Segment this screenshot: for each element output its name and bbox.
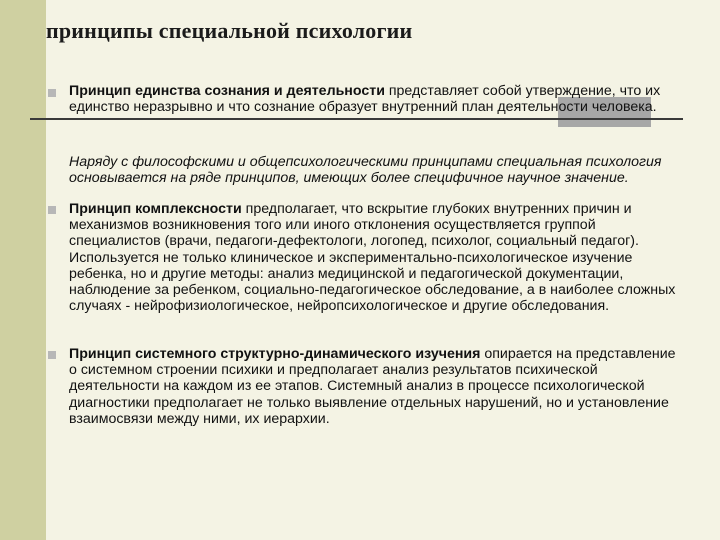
bullet-marker-1 <box>48 89 56 97</box>
bullet-marker-2 <box>48 206 56 214</box>
principle-unity <box>69 83 681 115</box>
principle-complexity-text: предполагает, что вскрытие глубоких внутренних причин и механизмов возникновения того или иного отклонения осуществляется группой специалистов (врачи, педагоги-дефектологи, логопед, психолог, социальный педагог). Используется не только клиническое и экспериментально-психологическое изучение ребенка, но и другие методы: анализ медицинской и педагогической документации, наблюдение за ребенком, социально-педагогическое обследование, а в наиболее сложных случаях - нейрофизиологическое, нейропсихологическое и другие обследования. <box>69 201 676 315</box>
principle-complexity-title: Принцип комплексности <box>69 201 242 217</box>
principle-systemic-title: Принцип системного структурно-динамического изучения <box>69 346 481 362</box>
slide-title: принципы специальной психологии <box>46 18 413 43</box>
principle-systemic-text: опирается на представление о системном строении психики и предполагает анализ результатов психической деятельности на каждом из ее этапов. Системный анализ в процессе психологической диагностики предполагает не только выявление отдельных нарушений, но и установление взаимосвязи между ними, их иерархии. <box>69 346 676 427</box>
bullet-marker-3 <box>48 351 56 359</box>
principle-unity-text: представляет собой утверждение, что их единство неразрывно и что сознание образует внутренний план деятельности человека. <box>69 83 661 116</box>
principle-systemic <box>69 346 681 427</box>
principle-complexity <box>69 201 681 314</box>
principle-unity-title: Принцип единства сознания и деятельности <box>69 83 385 99</box>
intro-paragraph: Наряду с философскими и общепсихологическими принципами специальная психология основывается на ряде принципов, имеющих более специфичное научное значение. <box>69 154 662 187</box>
title-rule <box>30 118 683 120</box>
left-decorative-band <box>0 0 46 540</box>
